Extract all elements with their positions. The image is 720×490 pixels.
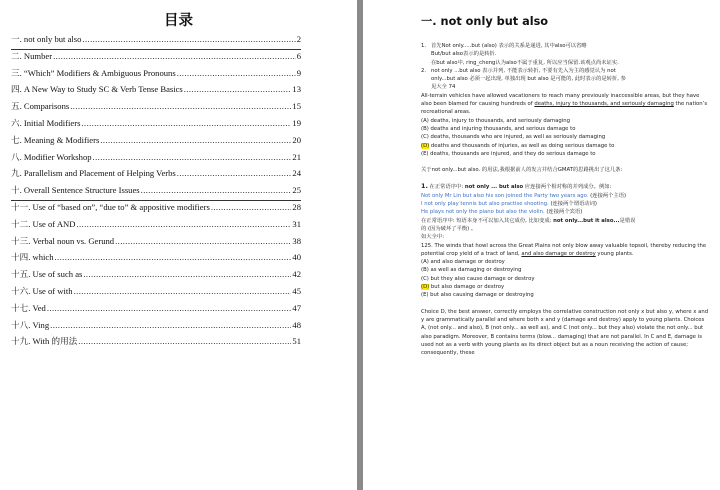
answer-option-d[interactable]: (D) deaths and thousands of injuries, as well as doing serious damage to [421,142,615,149]
toc-entry-page: 31 [292,218,301,229]
toc-entry-page: 25 [292,185,301,196]
toc-entry[interactable] [11,184,301,201]
toc-leader-dots [93,152,292,162]
toc-entry-page: 9 [296,67,301,78]
toc-entry-page: 51 [292,336,301,347]
note-number: 1. [421,43,427,49]
note-line: only...but also 必须一起出现, 单独出现 but also 是可能的, 此时表示的是转折, 参 [431,76,626,83]
toc-entry-page: 20 [292,134,301,145]
toc-leader-dots [83,269,291,279]
toc-entry[interactable] [11,134,301,151]
note-line: 见大全 74 [431,84,456,91]
answer-option-a[interactable]: (A) and also damage or destroy [421,259,505,266]
toc-entry[interactable] [11,319,301,336]
toc-entry-page: 40 [292,252,301,263]
section-body [421,42,709,357]
answer-option-e[interactable]: (E) deaths, thousands are injured, and they do serious damage to [421,150,596,157]
toc-entry-label: 十一. Use of “based on”, “due to” & appositive modifiers [11,201,210,212]
toc-entry-page: 19 [292,117,301,128]
toc-entry-label: 十九. With 的用法 [11,336,78,347]
toc-leader-dots [177,168,292,178]
question-2-options [421,258,709,299]
toc-entry-page: 13 [292,84,301,95]
toc-leader-dots [141,185,292,195]
note-line: not only ...but also 表示并列, 不能表示转折, 不要有先入为主的感觉认为 not [431,67,616,74]
toc-entry-page: 24 [292,168,301,179]
question-2-stem: 125. The winds that howl across the Great Plains not only blow away valuable topsoil, thereby reducing the potential crop yield of a tract of land, and also damage or destroy young plants. [421,242,707,257]
toc-entry-page: 45 [292,285,301,296]
toc-entry-label: 七. Meaning & Modifiers [11,134,100,145]
toc-entry-label: 六. Initial Modifiers [11,117,81,128]
explanation-paragraph: Choice D, the best answer, correctly employs the correlative construction not only x but also y, where x and y are grammatically parallel and where both x and y (damage and destroy) apply to young plants. Choices A, (not only... and also), B (not only... as well as), and C (not only... but they also) violate the not only... but also paradigm. Moreover, B contains terms (blow... damaging) that are not parallel. In C and E, damage is used not as a verb with young plants as its direct object but as a noun receiving the action of cause; consequently, these [421,308,709,357]
rule-1-nonstandard-cont: 的 (因为破坏了平衡) 。 [421,225,477,232]
highlight-mark: (D) [421,142,430,149]
toc-leader-dots [55,252,292,262]
toc-entry[interactable] [11,50,301,67]
example-line: I not only play tennis but also practise shooting. (连接两个谓语动词) [421,201,597,208]
question-1-options [421,117,709,158]
toc-entry-label: 二. Number [11,50,53,61]
toc-entry-label: 一. not only but also [11,34,82,44]
toc-entry[interactable] [11,117,301,134]
toc-entry-label: 十四. which [11,252,54,263]
question-1-stem: All-terrain vehicles have allowed vacationers to reach many previously inaccessible areas, but they have also been blamed for causing hundreds of deaths, injury to thousands, and seriously damaging the nation’s recreational areas. [421,92,708,116]
toc-entry-page: 2 [296,34,301,44]
toc-entry[interactable] [11,100,301,117]
toc-entry-page: 21 [292,151,301,162]
toc-entry[interactable] [11,285,301,302]
toc-title: 目录 [164,13,193,29]
toc-entry[interactable] [11,235,301,252]
summary-line: 关于not only...but also. 的用法,我根据前人的发言并结合GMAT的思路挑出了这几条: [421,167,623,174]
section-title: 一. not only but also [421,15,549,28]
example-line: He plays not only the piano but also the violin. (连接两个宾语) [421,209,583,216]
highlight-mark: (D) [421,284,430,291]
toc-entry-label: 十七. Ved [11,302,46,313]
toc-entry[interactable] [11,67,301,84]
toc-entry[interactable] [11,167,301,184]
toc-leader-dots [100,135,291,145]
toc-entry-label: 十六. Use of with [11,285,73,296]
note-line: But/but also表示的是转折. [431,51,497,58]
toc-page [0,0,357,490]
toc-entry-label: 九. Parallelism and Placement of Helping Verbs [11,168,176,179]
note-number: 2. [421,67,427,74]
toc-entry-page: 47 [292,302,301,313]
toc-entry-label: 十. Overall Sentence Structure Issues [11,185,140,196]
rule-1-nonstandard: 在正常语序中: 短语本身不可以加入其它成份, 比如变成: not only...but it also...是错误 [421,217,636,224]
answer-option-c[interactable]: (C) deaths, thousands who are injured, as well as seriously damaging [421,134,606,141]
content-page [363,0,720,490]
toc-leader-dots [50,320,291,330]
answer-option-a[interactable]: (A) deaths, injury to thousands, and seriously damaging [421,117,570,124]
toc-leader-dots [115,236,291,246]
toc-entry-label: 八. Modifier Workshop [11,151,92,162]
answer-option-c[interactable]: (C) but they also cause damage or destroy [421,275,535,282]
toc-entry-label: 四. A New Way to Study SC & Verb Tense Basics [11,84,183,95]
answer-option-b[interactable]: (B) as well as damaging or destroying [421,267,522,274]
toc-leader-dots [81,118,291,128]
toc-entry-page: 48 [292,319,301,330]
toc-entry[interactable] [11,83,301,100]
toc-entry-page: 38 [292,235,301,246]
toc-entry[interactable] [11,33,301,50]
toc-entry[interactable] [11,268,301,285]
toc-entry-label: 十五. Use of such as [11,269,83,280]
rule-1-intro: 1. 在正常语序中: not only ... but also 应连接两个相对称的并列成分。例如: [421,182,612,191]
toc-list [11,33,301,352]
toc-leader-dots [76,219,291,229]
toc-entry[interactable] [11,302,301,319]
toc-leader-dots [211,202,292,212]
toc-entry-page: 6 [296,50,301,61]
toc-leader-dots [184,84,292,94]
toc-leader-dots [47,303,292,313]
toc-entry-label: 十二. Use of AND [11,218,76,229]
toc-entry-label: 十三. Verbal noun vs. Gerund [11,235,115,246]
toc-leader-dots [78,336,291,346]
note-line: 在but also中, ring_cheng认为also不属于重复, 所以应当保留.该观点尚未证实. [431,59,619,66]
toc-entry[interactable] [11,218,301,235]
toc-entry-page: 15 [292,101,301,112]
note-1 [421,42,709,67]
toc-leader-dots [177,68,296,78]
answer-option-b[interactable]: (B) deaths and injuring thousands, and serious damage to [421,125,576,132]
toc-entry-page: 42 [292,269,301,280]
toc-entry-label: 三. “Which” Modifiers & Ambiguous Pronouns [11,67,176,78]
toc-entry[interactable] [11,201,301,218]
toc-leader-dots [53,51,296,61]
see-also-line: 如大全中: [421,234,444,241]
note-2 [421,67,709,92]
toc-leader-dots [82,34,295,44]
toc-entry-label: 十八. Ving [11,319,50,330]
note-line: 首先Not only.....but (also) 表示的关系是递进, 其中also可以省略 [431,43,587,49]
toc-entry[interactable] [11,151,301,168]
toc-leader-dots [74,286,292,296]
answer-option-d[interactable]: (D) but also damage or destroy [421,284,505,291]
toc-entry-label: 五. Comparisons [11,101,70,112]
toc-entry[interactable] [11,335,301,352]
toc-leader-dots [70,101,291,111]
toc-entry[interactable] [11,251,301,268]
answer-option-e[interactable]: (E) but also causing damage or destroying [421,292,534,299]
toc-entry-page: 28 [292,201,301,212]
example-line: Not only Mr Lin but also his son joined the Party two years ago. (连接两个主语) [421,192,627,199]
